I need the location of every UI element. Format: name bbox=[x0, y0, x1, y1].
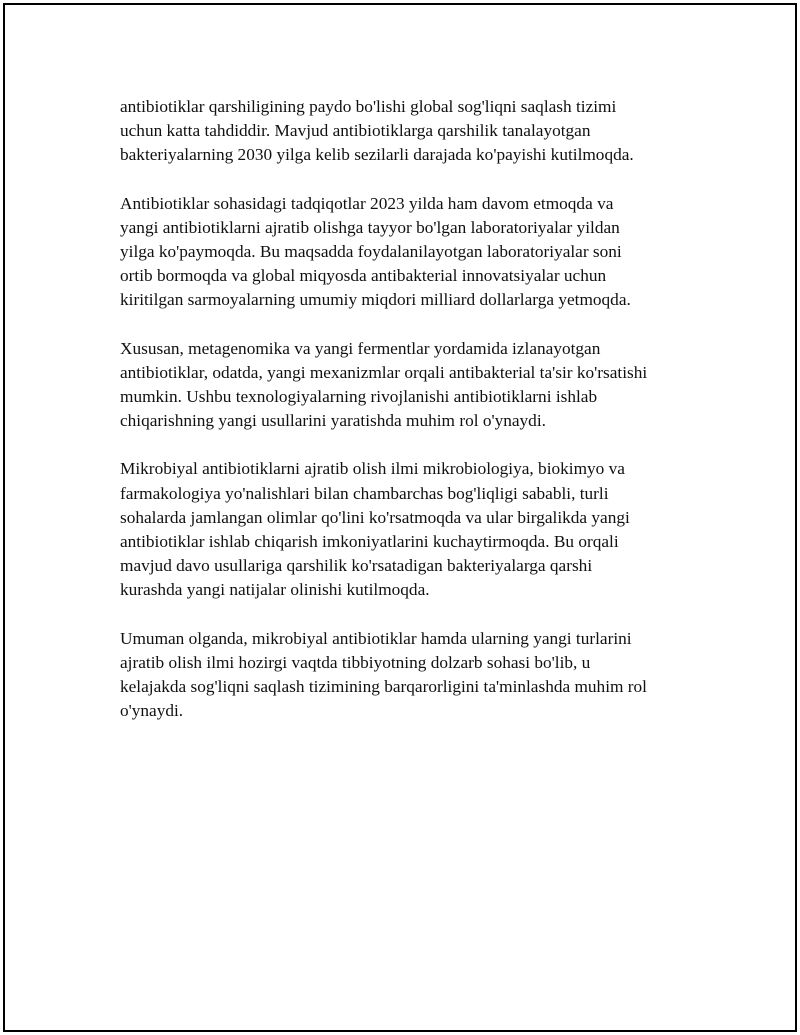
paragraph-2 bbox=[120, 192, 690, 313]
text-line: antibiotiklar ishlab chiqarish imkoniyatlarini kuchaytirmoqda. Bu orqali bbox=[120, 532, 619, 552]
paragraph-4 bbox=[120, 457, 690, 602]
text-line: antibiotiklar qarshiligining paydo bo'lishi global sog'liqni saqlash tizimi bbox=[120, 97, 617, 116]
text-line: antibiotiklar, odatda, yangi mexanizmlar orqali antibakterial ta'sir ko'rsatishi bbox=[120, 362, 648, 382]
text-line: ajratib olish ilmi hozirgi vaqtda tibbiyotning dolzarb sohasi bo'lib, u bbox=[120, 652, 591, 672]
text-line: Xususan, metagenomika va yangi fermentlar yordamida izlanayotgan bbox=[120, 338, 601, 358]
paragraph-3 bbox=[120, 337, 690, 434]
text-line: yilga ko'paymoqda. Bu maqsadda foydalanilayotgan laboratoriyalar soni bbox=[120, 242, 622, 262]
text-line: uchun katta tahdiddir. Mavjud antibiotiklarga qarshilik tanalayotgan bbox=[120, 121, 591, 141]
text-line: kelajakda sog'liqni saqlash tizimining barqarorligini ta'minlashda muhim rol bbox=[120, 677, 647, 697]
text-line: Antibiotiklar sohasidagi tadqiqotlar 2023 yilda ham davom etmoqda va bbox=[120, 193, 614, 213]
text-line: farmakologiya yo'nalishlari bilan chambarchas bog'liqligi sababli, turli bbox=[120, 483, 609, 503]
text-line: ortib bormoqda va global miqyosda antibakterial innovatsiyalar uchun bbox=[120, 266, 607, 286]
paragraph-1 bbox=[120, 95, 690, 168]
paragraph-5 bbox=[120, 627, 690, 724]
text-line: mavjud davo usullariga qarshilik ko'rsatadigan bakteriyalarga qarshi bbox=[120, 556, 593, 576]
text-line: chiqarishning yangi usullarini yaratishda muhim rol o'ynaydi. bbox=[120, 411, 546, 431]
text-line: kurashda yangi natijalar olinishi kutilmoqda. bbox=[120, 580, 430, 600]
text-line: mumkin. Ushbu texnologiyalarning rivojlanishi antibiotiklarni ishlab bbox=[120, 387, 598, 407]
text-line: sohalarda jamlangan olimlar qo'lini ko'rsatmoqda va ular birgalikda yangi bbox=[120, 507, 630, 527]
text-line: bakteriyalarning 2030 yilga kelib sezilarli darajada ko'payishi kutilmoqda. bbox=[120, 145, 634, 165]
document-body bbox=[120, 95, 690, 747]
text-line: kiritilgan sarmoyalarning umumiy miqdori milliard dollarlarga yetmoqda. bbox=[120, 290, 631, 310]
text-line: o'ynaydi. bbox=[120, 701, 184, 721]
document-page bbox=[3, 3, 797, 1032]
text-line: yangi antibiotiklarni ajratib olishga tayyor bo'lgan laboratoriyalar yildan bbox=[120, 217, 620, 237]
text-line: Umuman olganda, mikrobiyal antibiotiklar hamda ularning yangi turlarini bbox=[120, 628, 632, 648]
text-line: Mikrobiyal antibiotiklarni ajratib olish ilmi mikrobiologiya, biokimyo va bbox=[120, 459, 625, 479]
